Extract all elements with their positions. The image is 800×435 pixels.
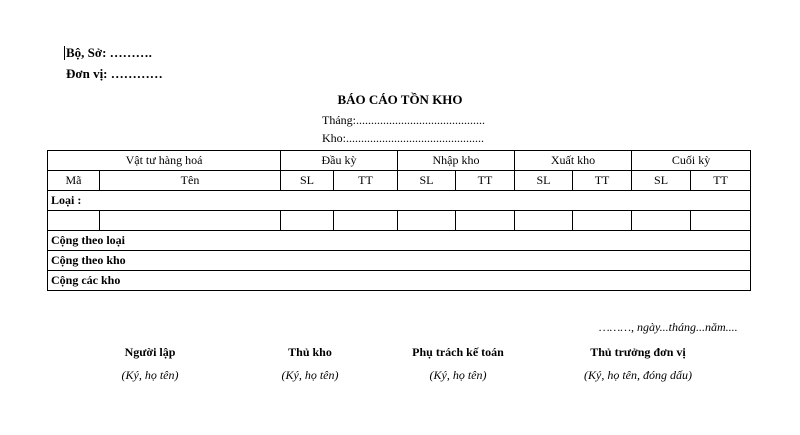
table-cell [398,211,456,231]
group-header-import: Nhập kho [398,151,515,171]
total-row [48,271,751,291]
total-by-warehouse: Cộng theo kho [48,251,751,271]
group-header-export: Xuất kho [515,151,632,171]
signature-accountant [383,345,533,383]
signature-note: (Ký, họ tên) [121,368,179,382]
signature-note: (Ký, họ tên) [429,368,487,382]
sub-header-qty: SL [515,171,573,191]
report-title: BÁO CÁO TỒN KHO [337,92,463,107]
sub-header-value: TT [456,171,515,191]
table-cell [632,211,691,231]
group-header-opening: Đầu kỳ [281,151,398,171]
ministry-line: Bộ, Sở: ………. [66,45,152,60]
sub-header-qty: SL [632,171,691,191]
inventory-table [47,150,751,291]
sub-header-qty: SL [398,171,456,191]
table-group-header-row [48,151,751,171]
table-cell [456,211,515,231]
table-cell [515,211,573,231]
signature-director [563,345,713,383]
category-label: Loại : [48,191,751,211]
table-cell [100,211,281,231]
group-header-goods: Vật tư hàng hoá [48,151,281,171]
table-cell [573,211,632,231]
table-cell [691,211,751,231]
signature-role: Người lập [124,345,176,359]
total-row [48,251,751,271]
signature-role: Thủ kho [288,345,332,359]
sub-header-value: TT [334,171,398,191]
table-sub-header-row [48,171,751,191]
sub-header-name: Tên [100,171,281,191]
group-header-closing: Cuối kỳ [632,151,751,171]
sub-header-value: TT [691,171,751,191]
signature-note: (Ký, họ tên, đóng dấu) [584,368,692,382]
sub-header-code: Mã [48,171,100,191]
table-row [48,211,751,231]
table-cell [281,211,334,231]
unit-line: Đơn vị: ………… [66,66,163,81]
warehouse-line: Kho:.............................................. [322,131,484,145]
signature-storekeeper [245,345,375,383]
total-all-warehouses: Cộng các kho [48,271,751,291]
sub-header-value: TT [573,171,632,191]
category-row [48,191,751,211]
total-row [48,231,751,251]
signature-role: Phụ trách kế toán [412,345,504,359]
date-line: ………, ngày...tháng...năm.... [599,320,738,334]
total-by-category: Cộng theo loại [48,231,751,251]
table-cell [334,211,398,231]
table-cell [48,211,100,231]
sub-header-qty: SL [281,171,334,191]
month-line: Tháng:........................................... [322,113,485,127]
signature-note: (Ký, họ tên) [281,368,339,382]
signature-preparer [85,345,215,383]
text-cursor [64,46,65,60]
signature-role: Thủ trưởng đơn vị [590,345,686,359]
